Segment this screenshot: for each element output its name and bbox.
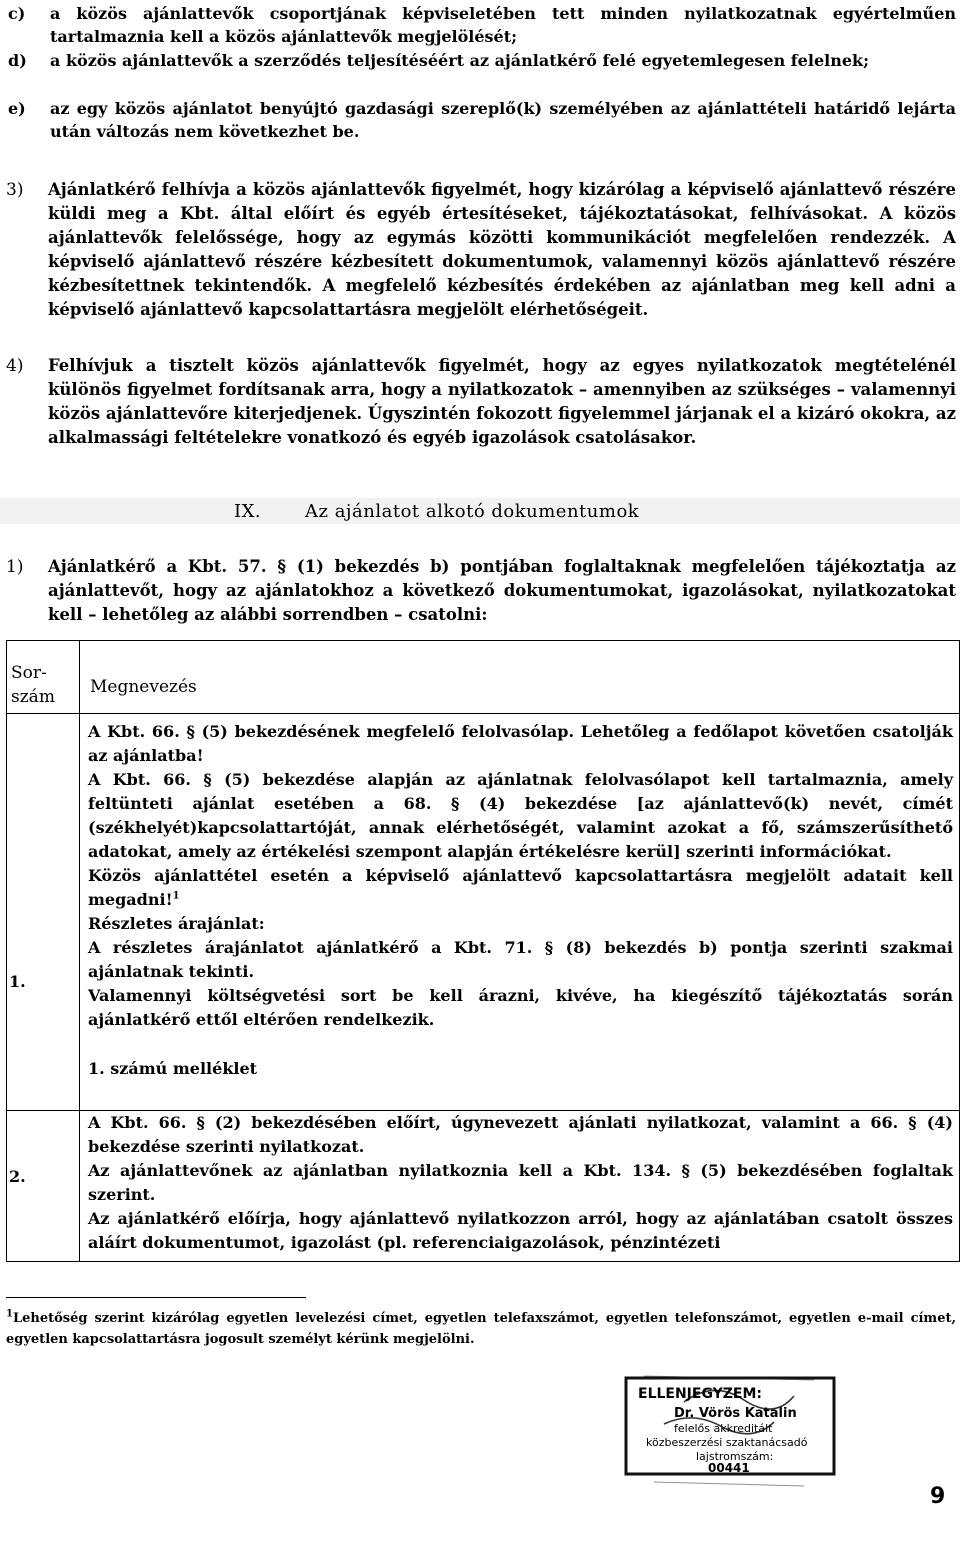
table-row: [7, 1111, 960, 1262]
list-item-d: [8, 49, 956, 72]
table-cell-number: [7, 714, 80, 1111]
row-paragraph: A Kbt. 66. § (5) bekezdésének megfelelő felolvasólap. Lehetőleg a fedőlapot követően csatolják az ajánlatba!: [88, 722, 953, 765]
section-title: Az ajánlatot alkotó dokumentumok: [305, 501, 640, 522]
list-item-text: a közös ajánlattevők a szerződés teljesítéséért az ajánlatkérő felé egyetemlegesen felelnek;: [50, 51, 869, 70]
row-paragraph: Részletes árajánlat:: [88, 914, 265, 933]
row-number: 1.: [9, 972, 26, 991]
table-cell-content: [80, 1111, 960, 1262]
header-sorszam-line1: Sor-: [11, 663, 47, 683]
stamp-line4: közbeszerzési szaktanácsadó: [646, 1436, 808, 1449]
list-item-text: az egy közös ajánlatot benyújtó gazdasági szereplő(k) személyében az ajánlattételi határidő lejárta után változás nem következhet be.: [50, 99, 956, 141]
table-cell-number: [7, 1111, 80, 1262]
list-item-label: d): [8, 51, 27, 70]
paragraph-label: 1): [6, 557, 24, 577]
table-row: [7, 714, 960, 1111]
row-paragraph: 1. számú melléklet: [88, 1059, 258, 1078]
paragraph-label: 3): [6, 180, 24, 200]
header-sorszam-line2: szám: [11, 687, 55, 707]
row-paragraph: Az ajánlatkérő előírja, hogy ajánlattevő nyilatkozzon arról, hogy az ajánlatában csatolt összes aláírt dokumentumot, igazolást (pl. referenciaigazolások, pénzintézeti: [88, 1209, 953, 1252]
list-item-c: [8, 2, 956, 48]
stamp-line6: 00441: [708, 1461, 750, 1475]
page-number: 9: [930, 1484, 946, 1509]
paragraph-1: [6, 555, 956, 627]
paragraph-label: 4): [6, 356, 24, 376]
table-cell-content: [80, 714, 960, 1111]
list-item-label: c): [8, 4, 26, 23]
list-item-label: e): [8, 99, 26, 118]
paragraph-3: [6, 178, 956, 322]
paragraph-text: Ajánlatkérő a Kbt. 57. § (1) bekezdés b) pontjában foglaltaknak megfelelően tájékoztatja az ajánlattevőt, hogy az ajánlatokhoz a következő dokumentumokat, igazolásokat, nyilatkozatokat kell – lehetőleg az alábbi sorrendben – csatolni:: [48, 557, 956, 624]
header-megnevezes: Megnevezés: [90, 677, 197, 697]
footnote-reference: 1: [172, 890, 180, 902]
stamp-line2: Dr. Vörös Katalin: [674, 1406, 797, 1421]
table-header-cell: [7, 641, 80, 714]
row-number: 2.: [9, 1167, 26, 1186]
footnote-separator: [6, 1297, 306, 1298]
table-header-cell: [80, 641, 960, 714]
footnote-text: Lehetőség szerint kizárólag egyetlen levelezési címet, egyetlen telefaxszámot, egyetlen telefonszámot, egyetlen e-mail címet, egyetlen kapcsolattartásra jogosult személyt kérünk megjelölni.: [6, 1311, 956, 1347]
list-item-e: [8, 97, 956, 143]
row-paragraph-text: Közös ajánlattétel esetén a képviselő ajánlattevő kapcsolattartásra megjelölt adatait kell megadni!: [88, 866, 953, 909]
stamp-line5: lajstromszám:: [696, 1450, 774, 1463]
row-paragraph: A Kbt. 66. § (2) bekezdésében előírt, úgynevezett ajánlati nyilatkozat, valamint a 66. § (4) bekezdése szerinti nyilatkozat.: [88, 1113, 953, 1156]
stamp-line3: felelős akkreditált: [674, 1422, 773, 1435]
row-paragraph: Az ajánlattevőnek az ajánlatban nyilatkoznia kell a Kbt. 134. § (5) bekezdésében foglaltak szerint.: [88, 1161, 953, 1204]
row-paragraph: A részletes árajánlatot ajánlatkérő a Kbt. 71. § (8) bekezdés b) pontja szerinti szakmai ajánlatnak tekinti.: [88, 938, 953, 981]
row-paragraph: A Kbt. 66. § (5) bekezdése alapján az ajánlatnak felolvasólapot kell tartalmaznia, amely feltünteti ajánlat esetében a 68. § (4) bekezdése [az ajánlattevő(k) nevét, címét (székhelyét)kapcsolattartóját, annak elérhetőségét, valamint azokat a fő, számszerűsíthető adatokat, amely az értékelési szempont alapján értékelésre kerül] szerinti információkat.: [88, 770, 953, 861]
paragraph-text: Ajánlatkérő felhívja a közös ajánlattevők figyelmét, hogy kizárólag a képviselő ajánlattevő részére küldi meg a Kbt. által előírt és egyéb értesítéseket, tájékoztatásokat, felhívásokat. A közös ajánlattevők felelőssége, hogy az egymás közötti kommunikációt megfelelően rendezzék. A képviselő ajánlattevő részére kézbesített dokumentumok, valamennyi közös ajánlattevő részére kézbesítettnek tekintendők. A megfelelő kézbesítés érdekében az ajánlatban meg kell adni a képviselő ajánlattevő kapcsolattartásra megjelölt elérhetőségeit.: [48, 180, 956, 319]
paragraph-text: Felhívjuk a tisztelt közös ajánlattevők figyelmét, hogy az egyes nyilatkozatok megtételénél különös figyelmet fordítsanak arra, hogy a nyilatkozatok – amennyiben az szükséges – valamennyi közös ajánlattevőre kiterjedjenek. Úgyszintén fokozott figyelemmel járjanak el a kizáró okokra, az alkalmassági feltételekre vonatkozó és egyéb igazolások csatolásakor.: [48, 356, 956, 447]
row-paragraph: Valamennyi költségvetési sort be kell árazni, kivéve, ha kiegészítő tájékoztatás során ajánlatkérő ettől eltérően rendelkezik.: [88, 986, 953, 1029]
footnote-marker: 1: [6, 1308, 13, 1320]
footnote: [6, 1308, 956, 1350]
row-paragraph: [88, 864, 953, 912]
list-item-text: a közös ajánlattevők csoportjának képviseletében tett minden nyilatkozatnak egyértelműen tartalmaznia kell a közös ajánlattevők megjelölését;: [50, 4, 956, 46]
stamp-line1: ELLENJEGYZEM:: [638, 1386, 763, 1402]
table-header-row: [7, 641, 960, 714]
paragraph-4: [6, 354, 956, 450]
documents-table: [6, 640, 960, 1262]
countersign-stamp: [624, 1372, 836, 1490]
section-number: IX.: [234, 501, 262, 522]
